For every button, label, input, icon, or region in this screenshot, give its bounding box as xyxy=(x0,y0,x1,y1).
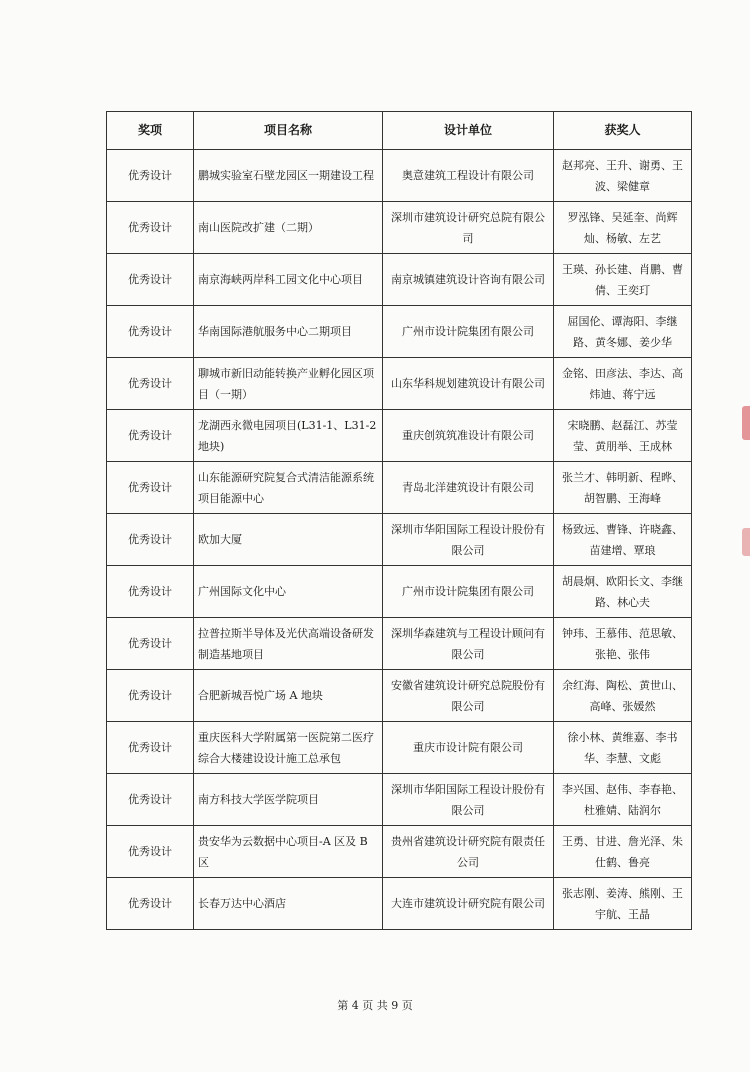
cell-award: 优秀设计 xyxy=(107,150,194,202)
page-number: 第 4 页 共 9 页 xyxy=(337,999,413,1012)
cell-design-unit: 深圳市华阳国际工程设计股份有限公司 xyxy=(383,514,554,566)
cell-design-unit: 南京城镇建筑设计咨询有限公司 xyxy=(383,254,554,306)
cell-design-unit: 青岛北洋建筑设计有限公司 xyxy=(383,462,554,514)
cell-winners: 罗泓锋、吴延奎、尚辉灿、杨敏、左艺 xyxy=(554,202,692,254)
cell-award: 优秀设计 xyxy=(107,410,194,462)
red-seal-edge xyxy=(742,528,750,556)
table-row xyxy=(107,826,692,878)
cell-design-unit: 重庆创筑筑准设计有限公司 xyxy=(383,410,554,462)
cell-award: 优秀设计 xyxy=(107,306,194,358)
cell-award: 优秀设计 xyxy=(107,774,194,826)
table-row xyxy=(107,150,692,202)
cell-award: 优秀设计 xyxy=(107,826,194,878)
cell-award: 优秀设计 xyxy=(107,202,194,254)
table-row xyxy=(107,566,692,618)
cell-design-unit: 深圳华森建筑与工程设计顾问有限公司 xyxy=(383,618,554,670)
cell-design-unit: 大连市建筑设计研究院有限公司 xyxy=(383,878,554,930)
cell-award: 优秀设计 xyxy=(107,722,194,774)
cell-project-name: 南京海峡两岸科工园文化中心项目 xyxy=(194,254,383,306)
cell-winners: 杨致远、曹锋、许晓鑫、苗建增、覃琅 xyxy=(554,514,692,566)
cell-design-unit: 贵州省建筑设计研究院有限责任公司 xyxy=(383,826,554,878)
cell-winners: 李兴国、赵伟、李春艳、杜雅婧、陆润尔 xyxy=(554,774,692,826)
cell-design-unit: 广州市设计院集团有限公司 xyxy=(383,306,554,358)
table-row xyxy=(107,462,692,514)
table-row xyxy=(107,514,692,566)
cell-winners: 余红海、陶松、黄世山、高峰、张媛然 xyxy=(554,670,692,722)
cell-project-name: 南方科技大学医学院项目 xyxy=(194,774,383,826)
cell-winners: 屈国伦、谭海阳、李继路、黄冬娜、姜少华 xyxy=(554,306,692,358)
cell-design-unit: 重庆市设计院有限公司 xyxy=(383,722,554,774)
awards-table-body xyxy=(107,150,692,930)
cell-project-name: 聊城市新旧动能转换产业孵化园区项目（一期） xyxy=(194,358,383,410)
cell-award: 优秀设计 xyxy=(107,566,194,618)
cell-winners: 金铭、田彦法、李达、高炜迪、蒋宁远 xyxy=(554,358,692,410)
cell-winners: 胡晨炯、欧阳长文、李继路、林心夫 xyxy=(554,566,692,618)
cell-design-unit: 深圳市建筑设计研究总院有限公司 xyxy=(383,202,554,254)
table-row xyxy=(107,670,692,722)
table-row xyxy=(107,358,692,410)
cell-project-name: 山东能源研究院复合式清洁能源系统项目能源中心 xyxy=(194,462,383,514)
cell-winners: 王瑛、孙长建、肖鹏、曹倩、王奕玎 xyxy=(554,254,692,306)
table-row xyxy=(107,306,692,358)
header-award: 奖项 xyxy=(107,112,194,150)
table-row xyxy=(107,878,692,930)
cell-design-unit: 奥意建筑工程设计有限公司 xyxy=(383,150,554,202)
cell-award: 优秀设计 xyxy=(107,254,194,306)
cell-award: 优秀设计 xyxy=(107,878,194,930)
cell-design-unit: 山东华科规划建筑设计有限公司 xyxy=(383,358,554,410)
cell-winners: 张兰才、韩明新、程晔、胡智鹏、王海峰 xyxy=(554,462,692,514)
cell-project-name: 贵安华为云数据中心项目-A 区及 B 区 xyxy=(194,826,383,878)
awards-table xyxy=(106,111,692,930)
cell-winners: 张志刚、姜涛、熊刚、王宇航、王晶 xyxy=(554,878,692,930)
cell-award: 优秀设计 xyxy=(107,462,194,514)
cell-project-name: 重庆医科大学附属第一医院第二医疗综合大楼建设设计施工总承包 xyxy=(194,722,383,774)
cell-winners: 徐小林、黄维嘉、李书华、李慧、文彪 xyxy=(554,722,692,774)
cell-winners: 王勇、甘进、詹光泽、朱仕鹤、鲁亮 xyxy=(554,826,692,878)
cell-award: 优秀设计 xyxy=(107,358,194,410)
cell-project-name: 欧加大厦 xyxy=(194,514,383,566)
red-seal-edge xyxy=(742,406,750,440)
table-row xyxy=(107,410,692,462)
cell-winners: 宋晓鹏、赵磊江、苏莹莹、黄朋举、王成林 xyxy=(554,410,692,462)
table-row xyxy=(107,722,692,774)
cell-award: 优秀设计 xyxy=(107,670,194,722)
header-design-unit: 设计单位 xyxy=(383,112,554,150)
cell-project-name: 拉普拉斯半导体及光伏高端设备研发制造基地项目 xyxy=(194,618,383,670)
table-header-row xyxy=(107,112,692,150)
cell-project-name: 龙湖西永微电园项目(L31-1、L31-2 地块) xyxy=(194,410,383,462)
cell-project-name: 合肥新城吾悦广场 A 地块 xyxy=(194,670,383,722)
cell-design-unit: 安徽省建筑设计研究总院股份有限公司 xyxy=(383,670,554,722)
header-winners: 获奖人 xyxy=(554,112,692,150)
cell-project-name: 华南国际港航服务中心二期项目 xyxy=(194,306,383,358)
cell-design-unit: 广州市设计院集团有限公司 xyxy=(383,566,554,618)
cell-award: 优秀设计 xyxy=(107,618,194,670)
cell-winners: 钟玮、王慕伟、范思敏、张艳、张伟 xyxy=(554,618,692,670)
cell-project-name: 南山医院改扩建（二期） xyxy=(194,202,383,254)
cell-award: 优秀设计 xyxy=(107,514,194,566)
table-row xyxy=(107,774,692,826)
cell-project-name: 鹏城实验室石壁龙园区一期建设工程 xyxy=(194,150,383,202)
table-row xyxy=(107,202,692,254)
table-row xyxy=(107,254,692,306)
cell-project-name: 广州国际文化中心 xyxy=(194,566,383,618)
table-row xyxy=(107,618,692,670)
cell-project-name: 长春万达中心酒店 xyxy=(194,878,383,930)
cell-design-unit: 深圳市华阳国际工程设计股份有限公司 xyxy=(383,774,554,826)
cell-winners: 赵邦亮、王升、谢勇、王波、梁健章 xyxy=(554,150,692,202)
header-project-name: 项目名称 xyxy=(194,112,383,150)
